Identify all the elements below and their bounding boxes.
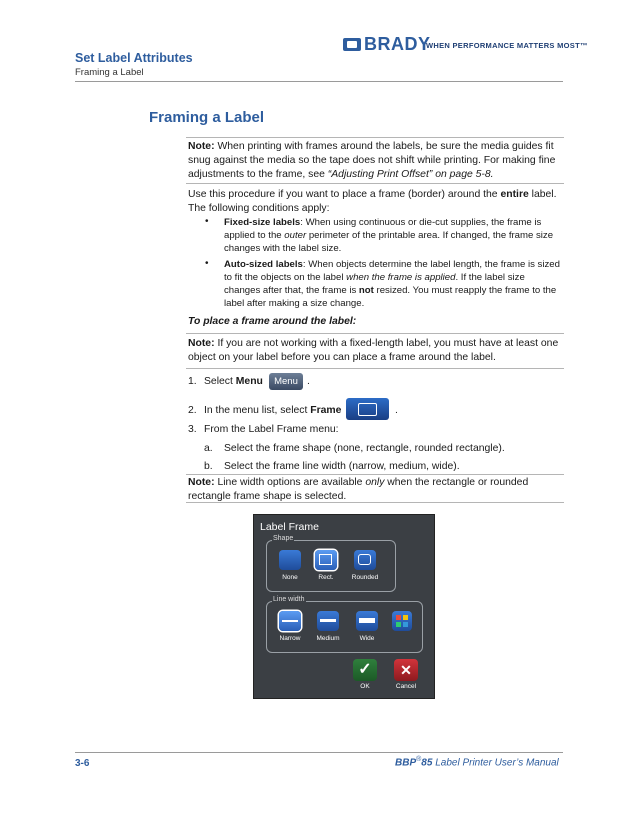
label-frame-screenshot [253, 514, 435, 699]
shape-option-label: Rect. [318, 574, 334, 581]
cancel-label: Cancel [395, 683, 417, 690]
dialog-title: Label Frame [260, 521, 319, 533]
rounded-rect-icon [358, 554, 371, 565]
logo-word: BRADY [364, 34, 431, 54]
note-text: snug against the media so the tape does not shift while printing. For making fine [188, 155, 556, 166]
manual-title [395, 756, 559, 768]
line-width-group-label: Line width [273, 596, 305, 603]
note-label: Note: [188, 338, 215, 349]
color-swatch [396, 622, 401, 627]
bullet-text: changes with the label size. [224, 243, 342, 254]
bullet-text: applied to the [224, 230, 285, 241]
divider [186, 502, 564, 503]
shape-none-option[interactable] [279, 550, 301, 570]
note-2 [188, 337, 558, 365]
width-narrow-option[interactable] [279, 611, 301, 631]
note-text: object on your label before you can place a frame around the label. [188, 352, 496, 363]
registered-mark: ® [416, 756, 422, 763]
divider [186, 333, 564, 334]
wide-line-icon [359, 618, 375, 623]
narrow-line-icon [282, 620, 298, 622]
intro-emphasis: entire [500, 189, 529, 200]
bullet-text: label after making a size change. [224, 298, 365, 309]
frame-button[interactable] [346, 398, 389, 420]
note-text: adjustments to the frame, see [188, 169, 328, 180]
divider [186, 137, 564, 138]
bullet-text: resized. You must reapply the frame to the [373, 285, 557, 296]
intro-paragraph [188, 188, 557, 216]
header-section-title: Set Label Attributes [75, 51, 193, 65]
shape-rect-option[interactable] [315, 550, 337, 570]
bullet-text: to fit the objects on the label [224, 272, 347, 283]
ok-label: OK [360, 683, 370, 690]
bullet-emphasis: when the frame is applied [346, 272, 456, 283]
x-icon: ✕ [400, 662, 412, 678]
medium-line-icon [320, 619, 336, 622]
step-period: . [395, 405, 398, 416]
step-emphasis: Frame [310, 405, 342, 416]
step-1 [204, 375, 263, 389]
shape-group-label: Shape [273, 535, 294, 542]
manual-model-number: 85 [421, 757, 433, 769]
width-option-label: Medium [316, 635, 340, 642]
step-2 [204, 404, 341, 418]
shape-option-label: None [282, 574, 298, 581]
note-text: when the rectangle or rounded [384, 477, 529, 488]
intro-text: Use this procedure if you want to place a frame (border) around the [188, 189, 501, 200]
bullet-text: changes after that, the frame is [224, 285, 359, 296]
bullet-text: . If the label size [455, 272, 525, 283]
note-emphasis: only [365, 477, 385, 488]
check-icon: ✓ [358, 661, 372, 678]
step-number: 3. [188, 424, 197, 435]
bullet-term: Auto-sized labels [224, 259, 303, 270]
bullet-marker: • [205, 258, 209, 269]
manual-model: BBP [395, 757, 417, 769]
page-number: 3-6 [75, 758, 90, 769]
bullet-text: perimeter of the printable area. If changed, the frame size [306, 230, 554, 241]
divider [186, 183, 564, 184]
step-emphasis: Menu [235, 376, 263, 387]
note-text: rectangle frame shape is selected. [188, 491, 347, 502]
divider [186, 474, 564, 475]
intro-text: The following conditions apply: [188, 203, 330, 214]
cross-reference-link[interactable]: “Adjusting Print Offset” on page 5-8. [327, 169, 494, 180]
note-label: Note: [188, 141, 215, 152]
shape-rounded-option[interactable] [354, 550, 376, 570]
shape-option-label: Rounded [351, 574, 379, 581]
logo-tagline: WHEN PERFORMANCE MATTERS MOST™ [426, 41, 588, 50]
header-subsection: Framing a Label [75, 67, 144, 78]
step-number: 1. [188, 376, 197, 387]
color-swatch [403, 615, 408, 620]
header-divider [75, 81, 563, 82]
note-text: If you are not working with a fixed-length label, you must have at least one [214, 338, 559, 349]
procedure-heading: To place a frame around the label: [188, 316, 357, 327]
bullet-emphasis: not [358, 285, 374, 296]
brady-logo [343, 34, 588, 58]
rect-icon [319, 554, 332, 565]
ok-button[interactable] [353, 659, 377, 681]
width-option-label: Narrow [279, 635, 301, 642]
brady-mark-icon [343, 38, 361, 51]
color-swatch [403, 622, 408, 627]
footer-divider [75, 752, 563, 753]
bullet-auto-sized [224, 258, 560, 310]
frame-icon [358, 403, 377, 416]
step-3: From the Label Frame menu: [204, 424, 339, 435]
step-3a: Select the frame shape (none, rectangle, rounded rectangle). [224, 443, 505, 454]
manual-title-text: Label Printer User’s Manual [432, 757, 559, 769]
intro-text: label. [528, 189, 557, 200]
substep-letter: b. [204, 461, 213, 472]
color-option[interactable] [392, 611, 412, 631]
step-text: Select [204, 376, 236, 387]
bullet-text: : When objects determine the label length, the frame is sized [302, 259, 560, 270]
menu-button[interactable]: Menu [269, 373, 303, 390]
divider [186, 368, 564, 369]
note-3 [188, 476, 528, 504]
note-label: Note: [188, 477, 215, 488]
substep-letter: a. [204, 443, 213, 454]
width-option-label: Wide [359, 635, 375, 642]
cancel-button[interactable] [394, 659, 418, 681]
page-title: Framing a Label [149, 109, 265, 126]
bullet-term: Fixed-size labels [224, 217, 301, 228]
bullet-emphasis: outer [284, 230, 307, 241]
width-medium-option[interactable] [317, 611, 339, 631]
step-text: In the menu list, select [204, 405, 311, 416]
bullet-marker: • [205, 216, 209, 227]
bullet-fixed-size [224, 216, 553, 255]
note-text: When printing with frames around the labels, be sure the media guides fit [214, 141, 554, 152]
step-number: 2. [188, 405, 197, 416]
note-text: Line width options are available [214, 477, 366, 488]
color-grid-icon [396, 615, 401, 620]
width-wide-option[interactable] [356, 611, 378, 631]
step-3b: Select the frame line width (narrow, medium, wide). [224, 461, 460, 472]
note-1 [188, 140, 555, 182]
step-period: . [307, 376, 310, 387]
bullet-text: : When using continuous or die-cut supplies, the frame is [300, 217, 542, 228]
